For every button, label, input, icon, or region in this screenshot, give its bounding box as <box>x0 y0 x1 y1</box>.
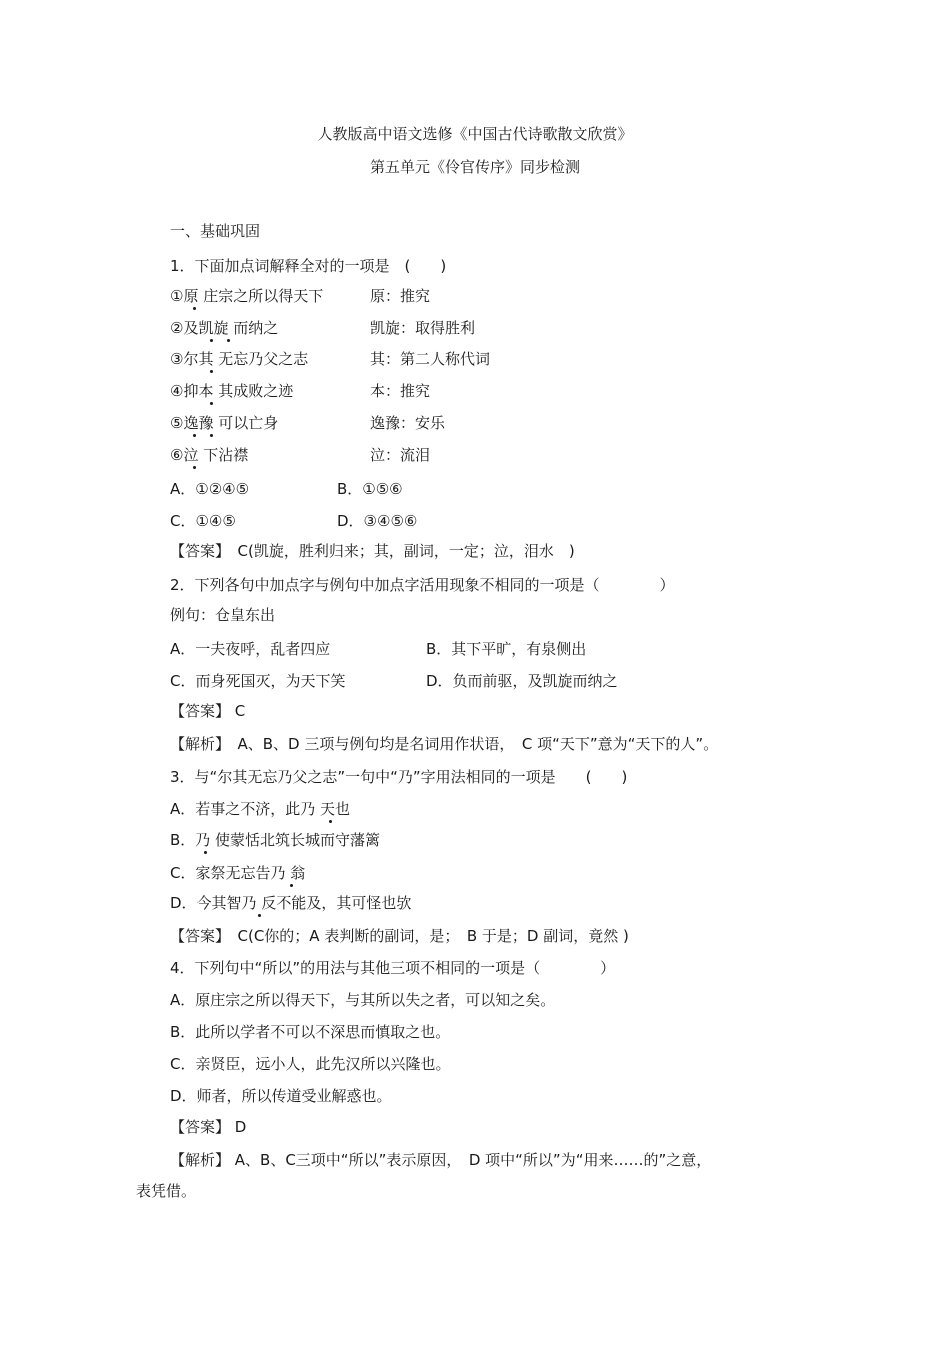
q1-item-4: ④抑本 其成败之迹 <box>170 382 294 400</box>
q4-option-b: B．此所以学者不可以不深思而慎取之也。 <box>170 1023 451 1041</box>
q2-option-d: D．负而前驱，及凯旋而纳之 <box>426 672 618 690</box>
q1-item-6: ⑥泣 下沾襟 <box>170 446 249 464</box>
q1-stem: 1．下面加点词解释全对的一项是 ( ) <box>170 257 447 275</box>
q4-stem: 4．下列句中“所以”的用法与其他三项不相同的一项是（ ） <box>170 959 616 977</box>
q4-option-d: D．师者，所以传道受业解惑也。 <box>170 1087 392 1105</box>
q2-example: 例句：仓皇东出 <box>170 606 276 624</box>
q1-item-5: ⑤逸豫 可以亡身 <box>170 414 279 432</box>
q1-answer: 【答案】 C(凯旋，胜利归来；其，副词，一定；泣，泪水 ) <box>170 542 575 560</box>
q1-gloss-4: 本：推究 <box>370 382 431 400</box>
q4-analysis-line1: 【解析】 A、B、C三项中“所以”表示原因， D 项中“所以”为“用来……的”之意， <box>170 1151 712 1169</box>
q1-gloss-3: 其：第二人称代词 <box>370 350 491 368</box>
q1-option-b: B．①⑤⑥ <box>337 480 403 498</box>
q2-analysis: 【解析】 A、B、D 三项与例句均是名词用作状语， C 项“天下”意为“天下的人”。 <box>170 735 719 753</box>
q1-item-2: ②及凯旋 而纳之 <box>170 319 279 337</box>
emphasis-dot <box>193 466 196 469</box>
document-subtitle: 第五单元《伶官传序》同步检测 <box>369 158 580 176</box>
emphasis-dot <box>227 339 230 342</box>
q3-option-a: A．若事之不济，此乃 天也 <box>170 800 351 818</box>
q1-gloss-2: 凯旋：取得胜利 <box>370 319 476 337</box>
q1-option-d: D．③④⑤⑥ <box>337 512 418 530</box>
q3-stem: 3．与“尔其无忘乃父之志”一句中“乃”字用法相同的一项是 ( ) <box>170 768 628 786</box>
section-heading: 一、基础巩固 <box>170 222 261 240</box>
q2-stem: 2．下列各句中加点字与例句中加点字活用现象不相同的一项是（ ） <box>170 576 675 594</box>
q4-analysis-line2: 表凭借。 <box>136 1182 197 1200</box>
q1-gloss-5: 逸豫：安乐 <box>370 414 446 432</box>
emphasis-dot <box>210 370 213 373</box>
q3-option-c: C．家祭无忘告乃 翁 <box>170 864 306 882</box>
emphasis-dot <box>193 307 196 310</box>
emphasis-dot <box>210 339 213 342</box>
q4-option-c: C．亲贤臣，远小人，此先汉所以兴隆也。 <box>170 1055 451 1073</box>
emphasis-dot <box>329 820 332 823</box>
q1-gloss-6: 泣：流泪 <box>370 446 431 464</box>
q2-answer: 【答案】 C <box>170 702 246 720</box>
emphasis-dot <box>290 884 293 887</box>
emphasis-dot <box>193 434 196 437</box>
emphasis-dot <box>258 914 261 917</box>
emphasis-dot <box>210 434 213 437</box>
q3-answer: 【答案】 C(C你的；A 表判断的副词，是； B 于是；D 副词，竟然 ) <box>170 927 629 945</box>
q1-gloss-1: 原：推究 <box>370 287 431 305</box>
q4-option-a: A．原庄宗之所以得天下，与其所以失之者，可以知之矣。 <box>170 991 556 1009</box>
q2-option-b: B．其下平旷，有泉侧出 <box>426 640 587 658</box>
q3-option-b: B．乃 使蒙恬北筑长城而守藩篱 <box>170 831 381 849</box>
q1-item-1: ①原 庄宗之所以得天下 <box>170 287 324 305</box>
q2-option-c: C．而身死国灭，为天下笑 <box>170 672 346 690</box>
emphasis-dot <box>210 402 213 405</box>
q1-option-a: A．①②④⑤ <box>170 480 250 498</box>
q4-answer: 【答案】 D <box>170 1118 247 1136</box>
emphasis-dot <box>204 851 207 854</box>
q3-option-d: D．今其智乃 反不能及，其可怪也欤 <box>170 894 412 912</box>
q1-item-3: ③尔其 无忘乃父之志 <box>170 350 309 368</box>
q1-option-c: C．①④⑤ <box>170 512 236 530</box>
q2-option-a: A．一夫夜呼，乱者四应 <box>170 640 331 658</box>
document-title: 人教版高中语文选修《中国古代诗歌散文欣赏》 <box>317 125 633 143</box>
